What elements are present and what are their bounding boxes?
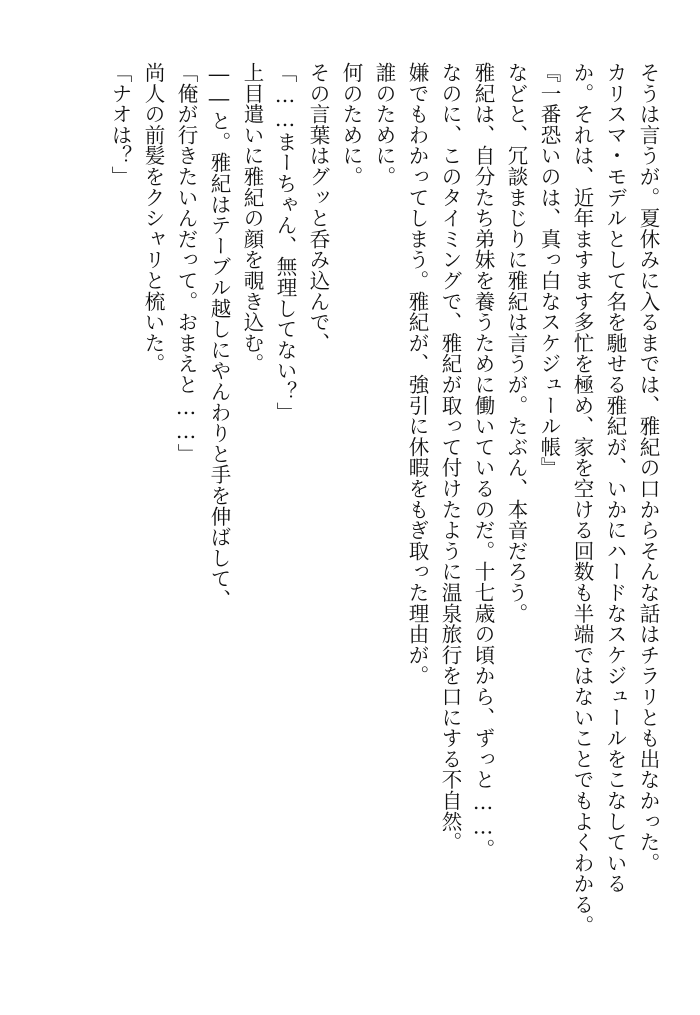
text-line: なのに、このタイミングで、雅紀が取って付けたように温泉旅行を口にする不自然。 — [438, 62, 462, 853]
text-line: そうは言うが。夏休みに入るまでは、雅紀の口からそんな話はチラリとも出なかった。 — [636, 62, 660, 874]
text-line: 誰のために。 — [372, 62, 396, 187]
text-line: その言葉はグッと呑み込んで、 — [306, 62, 330, 354]
vertical-text-body — [103, 62, 664, 962]
text-line: 上目遣いに雅紀の顔を覗き込む。 — [240, 62, 264, 374]
text-line: 「……まーちゃん、無理してない？」 — [273, 62, 297, 423]
text-line: 嫌でもわかってしまう。雅紀が、強引に休暇をもぎ取った理由が。 — [405, 62, 429, 686]
text-line: 「ナオは？」 — [108, 62, 132, 187]
text-line: 「俺が行きたいんだって。おまえと……」 — [174, 62, 198, 465]
text-line: 雅紀は、自分たち弟妹を養うために働いているのだ。十七歳の頃から、ずっと……。 — [471, 62, 495, 860]
text-line: などと、冗談まじりに雅紀は言うが。たぶん、本音だろう。 — [504, 62, 528, 624]
text-line: か。それは、近年ますます多忙を極め、家を空ける回数も半端ではないことでもよくわかる。 — [570, 62, 594, 936]
text-line: ――と。雅紀はテーブル越しにやんわりと手を伸ばして、 — [207, 62, 231, 610]
text-line: カリスマ・モデルとして名を馳せる雅紀が、いかにハードなスケジュールをこなしている — [603, 62, 627, 894]
text-line: 何のために。 — [339, 62, 363, 187]
text-line: 尚人の前髪をクシャリと梳いた。 — [141, 62, 165, 374]
text-line: 『一番恐いのは、真っ白なスケジュール帳』 — [537, 62, 561, 478]
